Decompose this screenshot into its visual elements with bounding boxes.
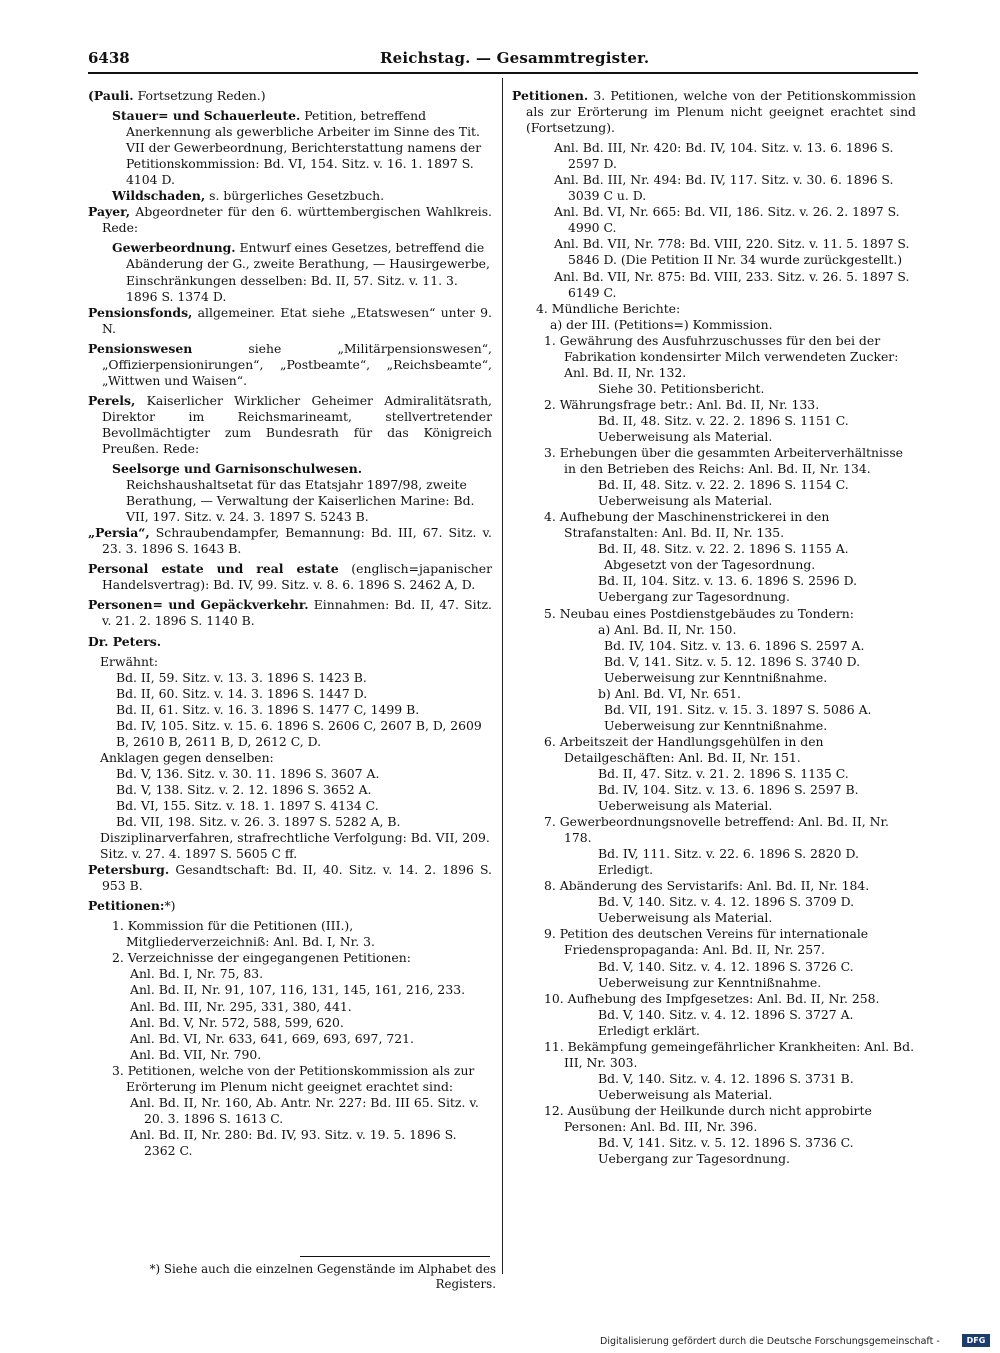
entry-heading: Petitionen. xyxy=(512,88,589,103)
register-entry xyxy=(88,393,492,457)
entry-text: Bd. IV, 105. Sitz. v. 15. 6. 1896 S. 2606 C, 2607 B, D, 2609 B, 2610 B, 2611 B, D, 2612 C, D. xyxy=(116,717,482,749)
entry-heading: Personen= und Gepäckverkehr. xyxy=(88,597,309,613)
register-entry xyxy=(88,88,492,104)
register-entry xyxy=(512,589,916,605)
entry-text: 4. Mündliche Berichte: xyxy=(536,300,681,316)
register-entry xyxy=(512,654,916,670)
register-entry xyxy=(512,926,916,958)
entry-heading: Personal estate und real estate xyxy=(88,561,339,577)
entry-text: 2. Verzeichnisse der eingegangenen Petitionen: xyxy=(112,950,411,966)
entry-text: Schraubendampfer, Bemannung: Bd. III, 67. Sitz. v. 23. 3. 1896 S. 1643 B. xyxy=(102,525,492,557)
entry-text: Bd. V, 140. Sitz. v. 4. 12. 1896 S. 3726 C. xyxy=(598,958,854,974)
page-number: 6438 xyxy=(88,49,130,67)
register-entry xyxy=(88,966,492,982)
register-entry xyxy=(88,982,492,998)
entry-text: Uebergang zur Tagesordnung. xyxy=(598,1151,790,1167)
register-entry xyxy=(512,991,916,1007)
entry-heading: Seelsorge und Garnisonschulwesen. xyxy=(112,461,363,477)
entry-text: Ueberweisung als Material. xyxy=(598,798,773,814)
register-entry xyxy=(88,950,492,966)
entry-text: Bd. II, 48. Sitz. v. 22. 2. 1896 S. 1151 C. xyxy=(598,412,849,428)
register-entry xyxy=(512,766,916,782)
register-entry xyxy=(88,597,492,629)
register-entry xyxy=(512,718,916,734)
register-entry xyxy=(512,397,916,413)
register-entry xyxy=(88,305,492,337)
register-entry xyxy=(88,830,492,862)
header-rule xyxy=(88,72,918,74)
entry-text: Bd. IV, 111. Sitz. v. 22. 6. 1896 S. 2820 D. xyxy=(598,846,859,862)
register-entry xyxy=(512,317,916,333)
register-entry xyxy=(88,1047,492,1063)
register-entry xyxy=(88,341,492,389)
register-entry xyxy=(88,814,492,830)
entry-text: Bd. V, 141. Sitz. v. 5. 12. 1896 S. 3740 D. xyxy=(604,653,861,669)
entry-text: Bd. II, 48. Sitz. v. 22. 2. 1896 S. 1154 C. xyxy=(598,477,849,493)
entry-text: a) der III. (Petitions=) Kommission. xyxy=(550,316,773,332)
entry-text: Erledigt erklärt. xyxy=(598,1022,700,1038)
entry-text: Siehe 30. Petitionsbericht. xyxy=(598,380,765,396)
right-column xyxy=(512,88,916,1167)
entry-text: Bd. II, 47. Sitz. v. 21. 2. 1896 S. 1135 C. xyxy=(598,765,849,781)
entry-heading: Pensionswesen xyxy=(88,340,193,356)
entry-text: siehe „Militärpensionswesen“, „Offizierpensionirungen“, „Postbeamte“, „Reichsbeamte“, „Wittwen und Waisen“. xyxy=(102,340,492,388)
entry-text: Bd. V, 136. Sitz. v. 30. 11. 1896 S. 3607 A. xyxy=(116,765,380,781)
register-entry xyxy=(512,1087,916,1103)
entry-text: (englisch=japanischer Handelsvertrag): Bd. IV, 99. Sitz. v. 8. 6. 1896 S. 2462 A, D. xyxy=(102,561,492,593)
register-entry xyxy=(512,862,916,878)
entry-heading: Wildschaden, xyxy=(112,188,206,204)
entry-heading: Pensionsfonds, xyxy=(88,304,193,320)
entry-text: Anl. Bd. II, Nr. 280: Bd. IV, 93. Sitz. v. 19. 5. 1896 S. 2362 C. xyxy=(130,1126,457,1158)
entry-text: Ueberweisung zur Kenntnißnahme. xyxy=(604,717,828,733)
footnote: *) Siehe auch die einzelnen Gegenstände im Alphabet des Registers. xyxy=(149,1262,496,1291)
entry-text: 6. Arbeitszeit der Handlungsgehülfen in den Detailgeschäften: Anl. Bd. II, Nr. 151. xyxy=(544,733,824,765)
register-entry xyxy=(512,606,916,622)
register-entry xyxy=(512,541,916,557)
register-entry xyxy=(512,172,916,204)
register-entry xyxy=(88,718,492,750)
digitization-credit: Digitalisierung gefördert durch die Deutsche Forschungsgemeinschaft - xyxy=(600,1336,940,1347)
entry-text: Bd. VII, 198. Sitz. v. 26. 3. 1897 S. 5282 A, B. xyxy=(116,814,401,830)
entry-text: Bd. II, 60. Sitz. v. 14. 3. 1896 S. 1447 D. xyxy=(116,685,368,701)
register-entry xyxy=(512,878,916,894)
entry-text: Bd. VI, 155. Sitz. v. 18. 1. 1897 S. 4134 C. xyxy=(116,797,379,813)
entry-text: 8. Abänderung des Servistarifs: Anl. Bd. II, Nr. 184. xyxy=(544,878,870,894)
register-entry xyxy=(512,975,916,991)
register-entry xyxy=(88,188,492,204)
entry-text: Abgesetzt von der Tagesordnung. xyxy=(604,557,816,573)
register-entry xyxy=(512,670,916,686)
entry-text: 7. Gewerbeordnungsnovelle betreffend: Anl. Bd. II, Nr. 178. xyxy=(544,814,889,846)
register-entry xyxy=(88,702,492,718)
entry-text: Ueberweisung als Material. xyxy=(598,493,773,509)
entry-text: 3. Petitionen, welche von der Petitionskommission als zur Erörterung im Plenum nicht geeignet erachtet sind (Fortsetzung). xyxy=(526,88,916,136)
register-entry xyxy=(512,894,916,910)
register-entry xyxy=(512,204,916,236)
register-entry xyxy=(512,782,916,798)
entry-text: Bd. V, 140. Sitz. v. 4. 12. 1896 S. 3731 B. xyxy=(598,1070,854,1086)
entry-text: Bd. V, 138. Sitz. v. 2. 12. 1896 S. 3652 A. xyxy=(116,781,372,797)
entry-text: Ueberweisung zur Kenntnißnahme. xyxy=(598,974,822,990)
register-entry xyxy=(88,1031,492,1047)
entry-heading: (Pauli. xyxy=(88,88,134,103)
entry-heading: Perels, xyxy=(88,392,136,408)
entry-text: 5. Neubau eines Postdienstgebäudes zu Tondern: xyxy=(544,605,854,621)
register-entry xyxy=(512,381,916,397)
register-entry xyxy=(88,1015,492,1031)
entry-text: allgemeiner. Etat siehe „Etatswesen“ unter 9. N. xyxy=(102,304,492,336)
entry-heading: Petitionen: xyxy=(88,898,165,914)
register-entry xyxy=(88,1095,492,1127)
register-entry xyxy=(512,445,916,477)
entry-text: 9. Petition des deutschen Vereins für internationale Friedenspropaganda: Anl. Bd. II, Nr. 257. xyxy=(544,926,869,958)
register-entry xyxy=(512,702,916,718)
entry-text: Anl. Bd. III, Nr. 295, 331, 380, 441. xyxy=(130,998,352,1014)
register-entry xyxy=(512,910,916,926)
entry-text: 3. Petitionen, welche von der Petitionskommission als zur Erörterung im Plenum nicht geeignet erachtet sind: xyxy=(112,1062,475,1094)
register-entry xyxy=(88,654,492,670)
entry-text: Anl. Bd. II, Nr. 91, 107, 116, 131, 145, 161, 216, 233. xyxy=(130,982,466,998)
entry-text: Bd. IV, 104. Sitz. v. 13. 6. 1896 S. 2597 A. xyxy=(604,637,865,653)
entry-text: Entwurf eines Gesetzes, betreffend die Abänderung der G., zweite Berathung, — Hausirgewerbe, Einschränkungen desselben: Bd. II, 57. Sitz. v. 11. 3. 1896 S. 1374 D. xyxy=(126,240,490,304)
register-entry xyxy=(512,1103,916,1135)
entry-text: s. bürgerliches Gesetzbuch. xyxy=(205,188,385,204)
entry-text: Anl. Bd. V, Nr. 572, 588, 599, 620. xyxy=(130,1014,344,1030)
register-entry xyxy=(512,236,916,268)
entry-text: Anl. Bd. VI, Nr. 665: Bd. VII, 186. Sitz. v. 26. 2. 1897 S. 4990 C. xyxy=(554,204,900,236)
entry-text: Bd. V, 141. Sitz. v. 5. 12. 1896 S. 3736 C. xyxy=(598,1135,854,1151)
entry-text: Bd. II, 59. Sitz. v. 13. 3. 1896 S. 1423 B. xyxy=(116,669,367,685)
entry-text: Reichshaushaltsetat für das Etatsjahr 1897/98, zweite Berathung, — Verwaltung der Kaiserlichen Marine: Bd. VII, 197. Sitz. v. 24. 3. 1897 S. 5243 B. xyxy=(126,477,475,525)
register-entry xyxy=(512,301,916,317)
entry-text: Ueberweisung als Material. xyxy=(598,428,773,444)
register-entry xyxy=(88,782,492,798)
register-entry xyxy=(88,862,492,894)
entry-text: b) Anl. Bd. VI, Nr. 651. xyxy=(598,685,741,701)
entry-text: Anl. Bd. III, Nr. 420: Bd. IV, 104. Sitz. v. 13. 6. 1896 S. 2597 D. xyxy=(554,140,894,172)
entry-text: a) Anl. Bd. II, Nr. 150. xyxy=(598,621,737,637)
entry-text: Gesandtschaft: Bd. II, 40. Sitz. v. 14. 2. 1896 S. 953 B. xyxy=(102,862,492,894)
register-entry xyxy=(512,477,916,493)
entry-text: Disziplinarverfahren, strafrechtliche Verfolgung: Bd. VII, 209. Sitz. v. 27. 4. 1897 S. 5605 C ff. xyxy=(100,830,490,862)
entry-text: 11. Bekämpfung gemeingefährlicher Krankheiten: Anl. Bd. III, Nr. 303. xyxy=(544,1038,915,1070)
register-entry xyxy=(512,1023,916,1039)
page-title: Reichstag. — Gesammtregister. xyxy=(380,49,650,67)
entry-heading: Payer, xyxy=(88,204,131,220)
entry-text: Bd. IV, 104. Sitz. v. 13. 6. 1896 S. 2597 B. xyxy=(598,782,859,798)
register-entry xyxy=(88,461,492,525)
register-entry xyxy=(512,734,916,766)
register-entry xyxy=(88,766,492,782)
register-entry xyxy=(88,1127,492,1159)
left-column xyxy=(88,88,492,1159)
register-entry xyxy=(512,269,916,301)
register-entry xyxy=(512,88,916,136)
entry-text: 2. Währungsfrage betr.: Anl. Bd. II, Nr. 133. xyxy=(544,396,820,412)
entry-heading: Petersburg. xyxy=(88,862,170,878)
entry-text: Einnahmen: Bd. II, 47. Sitz. v. 21. 2. 1896 S. 1140 B. xyxy=(102,597,492,629)
register-entry xyxy=(512,686,916,702)
entry-text: 4. Aufhebung der Maschinenstrickerei in den Strafanstalten: Anl. Bd. II, Nr. 135. xyxy=(544,509,830,541)
register-entry xyxy=(512,557,916,573)
footnote-rule xyxy=(300,1256,490,1257)
register-entry xyxy=(512,1071,916,1087)
entry-text: Anl. Bd. III, Nr. 494: Bd. IV, 117. Sitz. v. 30. 6. 1896 S. 3039 C u. D. xyxy=(554,172,894,204)
register-entry xyxy=(512,140,916,172)
entry-text: Bd. V, 140. Sitz. v. 4. 12. 1896 S. 3727 A. xyxy=(598,1006,854,1022)
entry-text: *) xyxy=(164,898,176,914)
dfg-logo: DFG xyxy=(962,1334,990,1347)
register-entry xyxy=(512,573,916,589)
register-entry xyxy=(88,561,492,593)
register-entry xyxy=(512,798,916,814)
entry-text: 1. Kommission für die Petitionen (III.), Mitgliederverzeichniß: Anl. Bd. I, Nr. 3. xyxy=(112,918,375,950)
register-entry xyxy=(88,670,492,686)
register-entry xyxy=(512,333,916,381)
register-entry xyxy=(512,1007,916,1023)
register-entry xyxy=(512,413,916,429)
register-entry xyxy=(512,638,916,654)
entry-text: Anl. Bd. VII, Nr. 875: Bd. VIII, 233. Sitz. v. 26. 5. 1897 S. 6149 C. xyxy=(554,268,910,300)
register-entry xyxy=(512,429,916,445)
register-entry xyxy=(512,846,916,862)
register-entry xyxy=(88,525,492,557)
entry-text: Uebergang zur Tagesordnung. xyxy=(598,589,790,605)
entry-text: Anl. Bd. VI, Nr. 633, 641, 669, 693, 697, 721. xyxy=(130,1030,414,1046)
entry-text: Anl. Bd. VII, Nr. 778: Bd. VIII, 220. Sitz. v. 11. 5. 1897 S. 5846 D. (Die Petition II Nr. 34 wurde zurückgestellt.) xyxy=(554,236,910,268)
register-entry xyxy=(512,1151,916,1167)
register-entry xyxy=(88,686,492,702)
register-entry xyxy=(512,622,916,638)
column-divider xyxy=(502,78,503,1274)
entry-text: Petition, betreffend Anerkennung als gewerbliche Arbeiter im Sinne des Tit. VII der Gewerbeordnung, Berichterstattung namens der Petitionskommission: Bd. VI, 154. Sitz. v. 16. 1. 1897 S. 4104 D. xyxy=(126,108,482,188)
register-entry xyxy=(512,509,916,541)
register-entry xyxy=(88,798,492,814)
entry-text: Ueberweisung als Material. xyxy=(598,1086,773,1102)
register-entry xyxy=(88,634,492,650)
entry-text: Erwähnt: xyxy=(100,653,159,669)
register-entry xyxy=(88,898,492,914)
entry-text: Bd. VII, 191. Sitz. v. 15. 3. 1897 S. 5086 A. xyxy=(604,701,872,717)
entry-text: Bd. II, 104. Sitz. v. 13. 6. 1896 S. 2596 D. xyxy=(598,573,858,589)
entry-text: Ueberweisung zur Kenntnißnahme. xyxy=(604,669,828,685)
entry-text: Kaiserlicher Wirklicher Geheimer Admiralitätsrath, Direktor im Reichsmarineamt, stellvertretender Bevollmächtigter zum Bundesrath für das Königreich Preußen. Rede: xyxy=(102,392,492,456)
entry-text: Fortsetzung Reden.) xyxy=(133,88,266,103)
entry-text: Anklagen gegen denselben: xyxy=(100,749,274,765)
register-entry xyxy=(88,750,492,766)
entry-text: Bd. V, 140. Sitz. v. 4. 12. 1896 S. 3709 D. xyxy=(598,894,855,910)
entry-text: Erledigt. xyxy=(598,862,654,878)
entry-heading: „Persia“, xyxy=(88,525,150,541)
entry-text: Anl. Bd. II, Nr. 160, Ab. Antr. Nr. 227: Bd. III 65. Sitz. v. 20. 3. 1896 S. 1613 C. xyxy=(130,1094,479,1126)
register-entry xyxy=(88,108,492,188)
register-entry xyxy=(88,204,492,236)
entry-text: Anl. Bd. VII, Nr. 790. xyxy=(130,1046,262,1062)
entry-text: Ueberweisung als Material. xyxy=(598,910,773,926)
entry-text: Bd. II, 48. Sitz. v. 22. 2. 1896 S. 1155 A. xyxy=(598,541,849,557)
entry-text: 1. Gewährung des Ausfuhrzuschusses für den bei der Fabrikation kondensirter Milch verwendeten Zucker: Anl. Bd. II, Nr. 132. xyxy=(544,332,899,380)
register-entry xyxy=(88,1063,492,1095)
entry-heading: Dr. Peters. xyxy=(88,633,162,649)
register-entry xyxy=(512,814,916,846)
entry-text: 12. Ausübung der Heilkunde durch nicht approbirte Personen: Anl. Bd. III, Nr. 396. xyxy=(544,1102,872,1134)
register-entry xyxy=(512,493,916,509)
register-entry xyxy=(512,959,916,975)
register-entry xyxy=(88,999,492,1015)
register-entry xyxy=(512,1039,916,1071)
entry-heading: Gewerbeordnung. xyxy=(112,240,236,256)
entry-text: Anl. Bd. I, Nr. 75, 83. xyxy=(130,966,264,982)
register-entry xyxy=(512,1135,916,1151)
entry-text: Bd. II, 61. Sitz. v. 16. 3. 1896 S. 1477 C, 1499 B. xyxy=(116,701,420,717)
entry-text: 10. Aufhebung des Impfgesetzes: Anl. Bd. II, Nr. 258. xyxy=(544,990,880,1006)
entry-text: Abgeordneter für den 6. württembergischen Wahlkreis. Rede: xyxy=(102,204,492,236)
entry-text: 3. Erhebungen über die gesammten Arbeiterverhältnisse in den Betrieben des Reichs: Anl. Bd. II, Nr. 134. xyxy=(544,445,904,477)
register-entry xyxy=(88,918,492,950)
entry-heading: Stauer= und Schauerleute. xyxy=(112,108,301,124)
register-entry xyxy=(88,240,492,304)
